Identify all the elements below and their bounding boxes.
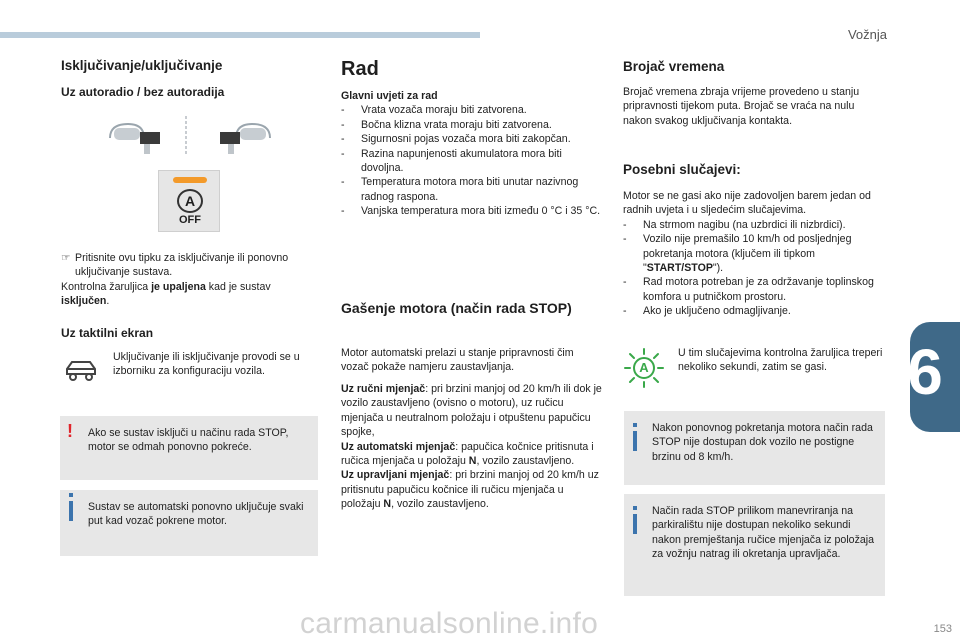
off-button-illustration <box>158 170 220 232</box>
section-name: Vožnja <box>847 27 887 42</box>
cases-list <box>623 218 885 319</box>
list-item: - Vrata vozača moraju biti zatvorena. <box>341 103 603 117</box>
info-box-restart-speed: Nakon ponovnog pokretanja motora način rada STOP nije dostupan dok vozilo ne postigne brzinu od 8 km/h. <box>624 411 885 485</box>
watermark: carmanualsonline.info <box>300 607 599 640</box>
list-item: - Bočna klizna vrata moraju biti zatvorena. <box>341 118 603 132</box>
conditions-list <box>341 103 603 218</box>
stop-intro: Motor automatski prelazi u stanje pripravnosti čim vozač pokaže namjeru zaustavljanja. <box>341 347 574 374</box>
title-time-counter: Brojač vremena <box>623 59 725 74</box>
arrow-bullet-icon: ☞ <box>61 252 71 264</box>
list-item: - Na strmom nagibu (na uzbrdici ili nizbrdici). <box>623 218 885 232</box>
page-number: 153 <box>933 623 952 635</box>
top-accent-bar <box>0 32 480 38</box>
title-operation: Rad <box>341 58 379 80</box>
warning-box: ! Ako se sustav isključi u načinu rada STOP, motor se odmah ponovno pokreće. <box>60 416 318 480</box>
steering-wheel-icon <box>100 110 280 160</box>
list-item: - Vanjska temperatura mora biti između 0 °C i 35 °C. <box>341 204 603 218</box>
info-box-parking: Način rada STOP prilikom manevriranja na parkiralištu nije dostupan nekoliko sekundi nakon premještanja ručice mjenjača iz položaja za vožnju natrag ili okretanja upravljača. <box>624 494 885 596</box>
title-special-cases: Posebni slučajevi: <box>623 162 741 177</box>
list-item: - Razina napunjenosti akumulatora mora biti dovoljna. <box>341 147 603 176</box>
list-item: - Temperatura motora mora biti unutar nazivnog radnog raspona. <box>341 175 603 204</box>
main-conditions <box>341 89 603 219</box>
indicator-text: Kontrolna žaruljica je upaljena kad je sustav isključen. <box>61 280 271 308</box>
main-conditions-label: Glavni uvjeti za rad <box>341 90 438 102</box>
list-item: - Rad motora potreban je za održavanje toplinskog komfora u putničkom prostoru. <box>623 275 885 304</box>
lamp-text: U tim slučajevima kontrolna žaruljica treperi nekoliko sekundi, zatim se gasi. <box>678 347 883 374</box>
list-item: - Sigurnosni pojas vozača mora biti zakopčan. <box>341 132 603 146</box>
transmission-conditions <box>341 382 603 512</box>
subtitle-autoradio: Uz autoradio / bez autoradija <box>61 85 225 99</box>
list-item: - Vozilo nije premašilo 10 km/h od posljednjeg pokretanja motora (ključem ili tipkom "START/STOP"). <box>623 232 885 275</box>
press-instruction: ☞ Pritisnite ovu tipku za isključivanje ili ponovno uključivanje sustava. Kontrolna žaruljica je upaljena kad je sustav isključen. <box>61 251 313 309</box>
manual-gearbox-text: Uz ručni mjenjač: pri brzini manjoj od 20 km/h ili dok je vozilo zaustavljeno (ovisno o motoru), uz ručicu mjenjača u neutralnom položaju i otpuštenu papučicu spojke, <box>341 383 602 439</box>
title-on-off: Isključivanje/uključivanje <box>61 58 223 73</box>
off-label: OFF <box>179 214 201 226</box>
info-box-restart: Sustav se automatski ponovno uključuje svaki put kad vozač pokrene motor. <box>60 490 318 556</box>
warning-exclamation-icon: ! <box>67 421 73 441</box>
auto-a-icon: A <box>177 189 203 213</box>
automatic-gearbox-text: Uz automatski mjenjač: papučica kočnice pritisnuta i ručica mjenjača u položaju N, vozilo zaustavljeno. <box>341 440 594 468</box>
title-stop-mode: Gašenje motora (način rada STOP) <box>341 300 572 316</box>
chapter-number: 6 <box>907 336 943 408</box>
subtitle-touchscreen: Uz taktilni ekran <box>61 326 154 340</box>
orange-indicator-icon <box>173 177 207 183</box>
list-item: - Ako je uključeno odmagljivanje. <box>623 304 885 318</box>
touch-text: Uključivanje ili isključivanje provodi se u izborniku za konfiguraciju vozila. <box>113 351 300 378</box>
car-settings-icon <box>64 356 98 384</box>
lamp-letter: A <box>639 360 649 375</box>
counter-text: Brojač vremena zbraja vrijeme provedeno u stanju pripravnosti tijekom puta. Brojač se vraća na nulu nakon svakog uključivanja kontakta. <box>623 86 860 127</box>
piloted-gearbox-text: Uz upravljani mjenjač: pri brzini manjoj od 20 km/h uz pritisnutu papučicu kočnice ili ručicu mjenjača u položaju N, vozilo zaustavljeno. <box>341 469 599 511</box>
special-cases: Motor se ne gasi ako nije zadovoljen barem jedan od radnih uvjeta i u sljedećim slučajevima. - Na strmom nagibu (na uzbrdici ili nizbrdici). - Vozilo nije premašilo 10 km/h od posljednjeg pokretanja motora (ključem ili tipkom "START/STOP"). - Rad motora potreban je za održavanje toplinskog komfora u putničkom prostoru. - Ako je uključeno odmagljivanje. <box>623 189 885 319</box>
